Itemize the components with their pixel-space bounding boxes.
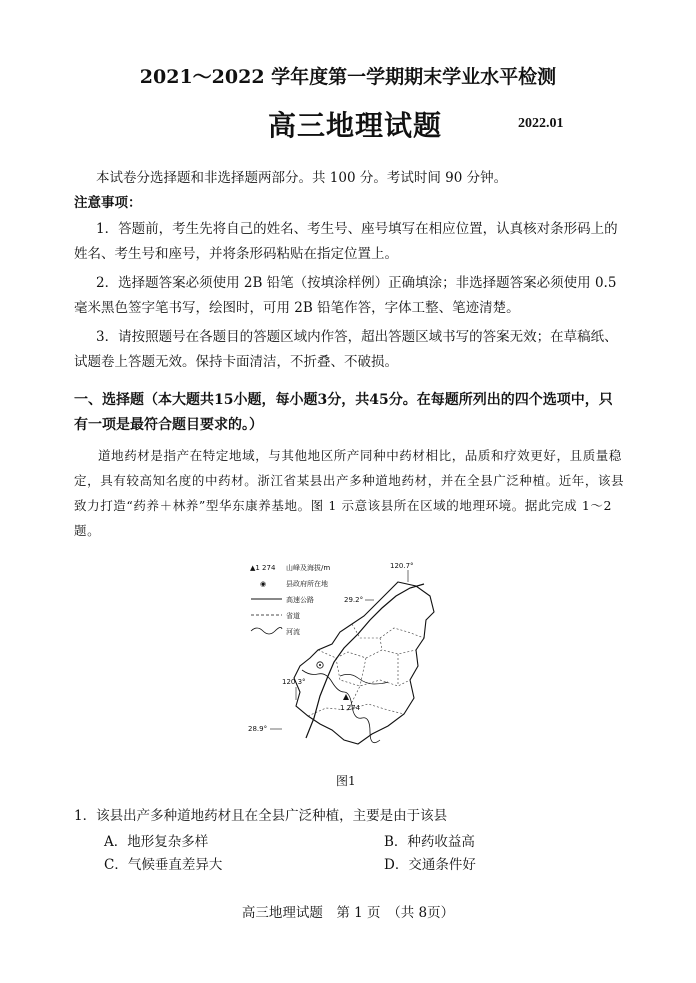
- lat-label-north: 29.2°: [344, 596, 364, 604]
- option-b: B．种药收益高: [384, 834, 475, 850]
- legend-peak-label: 山峰及海拔/m: [286, 564, 331, 572]
- option-a: A．地形复杂多样: [104, 834, 209, 850]
- page-footer: 高三地理试题 第 1 页 （共 8页）: [241, 905, 455, 921]
- question-context: 道地药材是指产在特定地域，与其他地区所产同种中药材相比，品质和疗效更好，且质量稳定，具有较高知名度的中药材。浙江省某县出产多种道地药材，并在全县广泛种植。近年，该县致力打造“药养＋林养”型华东康养基地。图 1 示意该县所在区域的地理环境。据此完成 1～2 题。: [74, 448, 625, 538]
- highway-line: [306, 584, 424, 738]
- legend-seat-label: 县政府所在地: [286, 580, 328, 588]
- notice-item-1: 1．答题前，考生先将自己的姓名、考生号、座号填写在相应位置，认真核对条形码上的姓名、考生号和座号，并将条形码粘贴在指定位置上。: [74, 221, 618, 262]
- county-boundary: [294, 582, 434, 744]
- legend-river-line: [251, 627, 282, 634]
- county-map: [248, 558, 448, 748]
- peak-elevation: 1 274: [340, 704, 361, 712]
- subject-title: 高三地理试题: [268, 109, 443, 142]
- intro-text: 本试卷分选择题和非选择题两部分。共 100 分。考试时间 90 分钟。: [96, 170, 508, 186]
- legend-river-label: 河流: [286, 628, 300, 636]
- notice-item-2: 2．选择题答案必须使用 2B 铅笔（按填涂样例）正确填涂；非选择题答案必须使用 0.5 毫米黑色签字笔书写，绘图时，可用 2B 铅笔作答，字体工整、笔迹清楚。: [74, 275, 617, 316]
- river-line-2: [340, 674, 388, 684]
- county-map-figure: [248, 558, 448, 748]
- lon-label-west: 120.3°: [282, 678, 306, 686]
- question-1-stem: 1．该县出产多种道地药材且在全县广泛种植，主要是由于该县: [74, 808, 448, 824]
- exam-title: 2021～2022 学年度第一学期期末学业水平检测: [139, 66, 557, 88]
- section-heading: 一、选择题（本大题共15小题，每小题3分，共45分。在每题所列出的四个选项中，只有一项是最符合题目要求的。）: [74, 392, 613, 433]
- figure-caption: 图1: [336, 774, 356, 788]
- notice-heading: 注意事项：: [74, 195, 142, 211]
- legend-seat-symbol: ◉: [260, 580, 267, 588]
- legend-peak-symbol: ▲1 274: [250, 564, 276, 572]
- option-c: C．气候垂直差异大: [104, 857, 223, 873]
- notice-item-3: 3．请按照题号在各题目的答题区域内作答，超出答题区域书写的答案无效；在草稿纸、试题卷上答题无效。保持卡面清洁，不折叠、不破损。: [74, 329, 618, 370]
- option-d: D．交通条件好: [384, 857, 476, 873]
- exam-date: 2022.01: [518, 116, 564, 131]
- lat-label-south: 28.9°: [248, 725, 268, 733]
- lon-label-east: 120.7°: [390, 562, 414, 570]
- legend-highway-label: 高速公路: [286, 596, 314, 604]
- peak-marker: [343, 694, 349, 700]
- legend-road-label: 省道: [286, 612, 300, 620]
